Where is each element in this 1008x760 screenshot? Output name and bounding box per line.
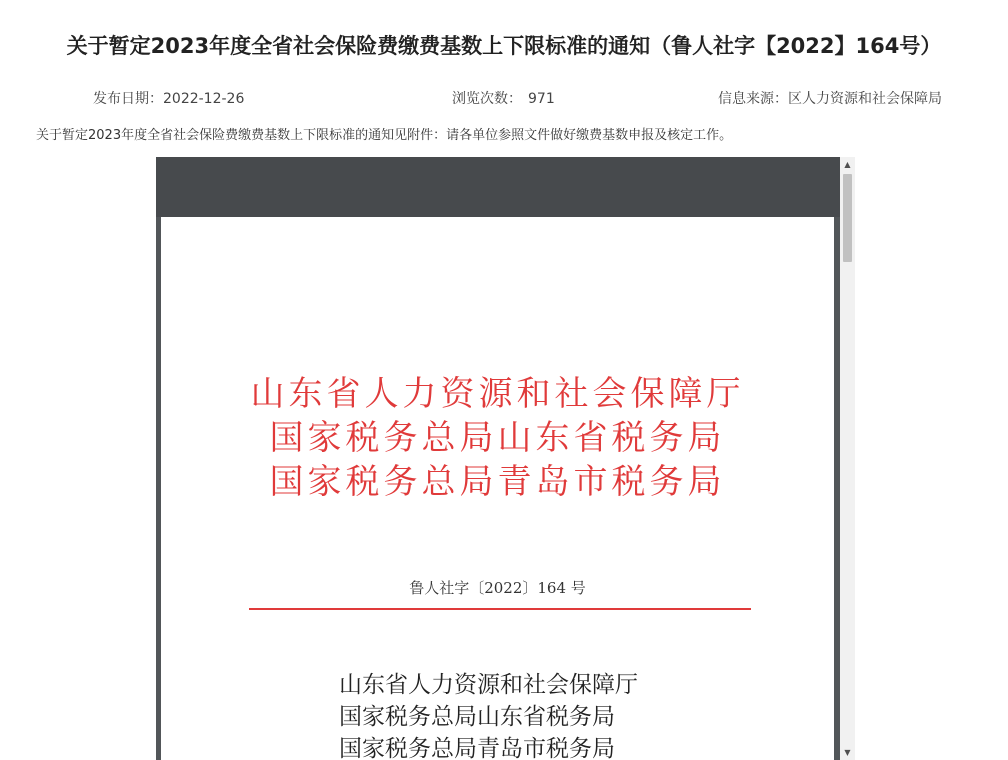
publish-date-value: 2022-12-26 [163, 91, 245, 107]
pdf-viewer[interactable] [156, 157, 855, 760]
scrollbar-thumb[interactable] [843, 174, 852, 262]
article-title: 关于暂定2023年度全省社会保险费缴费基数上下限标准的通知（鲁人社字【2022】164号） [66, 34, 942, 59]
recipient-heading-line-2: 国家税务总局山东省税务局 [339, 704, 615, 730]
pdf-page [161, 217, 834, 760]
red-heading-line-3: 国家税务总局青岛市税务局 [269, 462, 726, 502]
red-divider [249, 608, 751, 610]
pdf-scroll-area[interactable] [156, 157, 840, 760]
view-count-value: 971 [528, 91, 555, 107]
red-heading-line-2: 国家税务总局山东省税务局 [269, 418, 726, 458]
recipient-heading-line-3: 国家税务总局青岛市税务局 [339, 736, 615, 760]
view-count [452, 88, 555, 108]
scroll-up-arrow-icon[interactable]: ▲ [844, 160, 851, 169]
article-intro: 关于暂定2023年度全省社会保险费缴费基数上下限标准的通知见附件：请各单位参照文件做好缴费基数申报及核定工作。 [36, 128, 733, 143]
document-number: 鲁人社字〔2022〕164 号 [409, 579, 586, 597]
vertical-scrollbar[interactable] [840, 157, 855, 760]
recipient-heading-line-1: 山东省人力资源和社会保障厅 [339, 672, 638, 698]
red-heading-line-1: 山东省人力资源和社会保障厅 [250, 374, 745, 414]
info-source-value: 区人力资源和社会保障局 [788, 91, 942, 107]
scroll-down-arrow-icon[interactable]: ▼ [844, 748, 851, 757]
publish-date-label: 发布日期： [93, 91, 163, 107]
view-count-label: 浏览次数： [452, 91, 522, 107]
info-source-label: 信息来源： [718, 91, 788, 107]
pdf-toolbar [156, 157, 840, 217]
publish-date [93, 88, 244, 108]
info-source [718, 88, 942, 108]
article-meta [0, 88, 1008, 108]
